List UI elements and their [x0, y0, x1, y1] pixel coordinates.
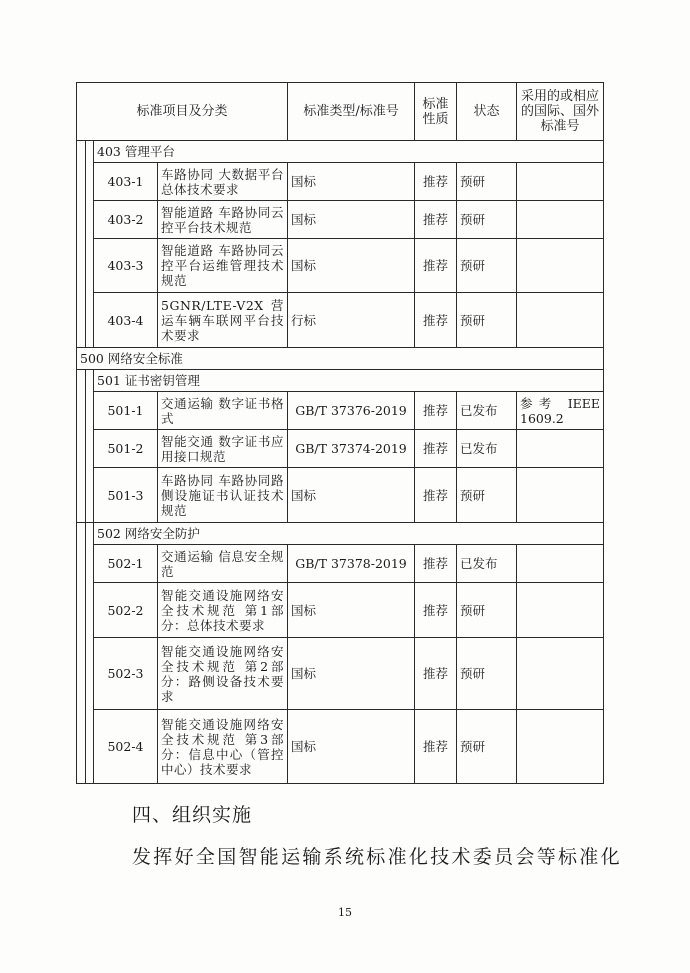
row-nature: 推荐	[415, 583, 457, 638]
table-row	[77, 392, 604, 430]
row-name: 5GNR/LTE-V2X 营运车辆车联网平台技术要求	[158, 293, 288, 348]
row-nature: 推荐	[415, 638, 457, 710]
group-row-501	[77, 370, 604, 392]
row-nature: 推荐	[415, 163, 457, 201]
table-header-row	[77, 83, 604, 141]
row-type: 国标	[288, 638, 415, 710]
row-type: 国标	[288, 201, 415, 239]
row-type: 国标	[288, 239, 415, 293]
row-code: 501-1	[94, 392, 158, 430]
row-status: 预研	[457, 293, 517, 348]
row-name: 智能交通设施网络安全技术规范 第1部分：总体技术要求	[158, 583, 288, 638]
header-type: 标准类型/标准号	[288, 83, 415, 141]
row-status: 预研	[457, 710, 517, 784]
row-status: 预研	[457, 239, 517, 293]
row-type: GB/T 37378-2019	[288, 545, 415, 583]
row-code: 403-2	[94, 201, 158, 239]
row-name: 智能道路 车路协同云控平台技术规范	[158, 201, 288, 239]
row-code: 502-2	[94, 583, 158, 638]
table-row	[77, 201, 604, 239]
section-heading: 四、组织实施	[132, 804, 253, 826]
table-row	[77, 638, 604, 710]
row-status: 已发布	[457, 545, 517, 583]
row-status: 已发布	[457, 430, 517, 468]
row-name: 交通运输 信息安全规范	[158, 545, 288, 583]
row-ref	[517, 583, 604, 638]
row-name: 车路协同 车路协同路侧设施证书认证技术规范	[158, 468, 288, 523]
group-row-502	[77, 523, 604, 545]
row-code: 502-4	[94, 710, 158, 784]
row-nature: 推荐	[415, 710, 457, 784]
group-title: 403 管理平台	[94, 141, 604, 163]
row-name: 智能交通 数字证书应用接口规范	[158, 430, 288, 468]
category-title: 500 网络安全标准	[77, 348, 604, 370]
table-row	[77, 583, 604, 638]
table-row	[77, 545, 604, 583]
row-ref	[517, 293, 604, 348]
row-type: 国标	[288, 583, 415, 638]
row-ref	[517, 163, 604, 201]
row-nature: 推荐	[415, 293, 457, 348]
row-name: 交通运输 数字证书格式	[158, 392, 288, 430]
table-row	[77, 430, 604, 468]
page-number: 15	[338, 906, 352, 919]
row-type: GB/T 37374-2019	[288, 430, 415, 468]
row-code: 403-3	[94, 239, 158, 293]
row-code: 403-4	[94, 293, 158, 348]
table-row	[77, 163, 604, 201]
row-nature: 推荐	[415, 392, 457, 430]
group-title: 502 网络安全防护	[94, 523, 604, 545]
row-nature: 推荐	[415, 201, 457, 239]
row-ref	[517, 239, 604, 293]
header-nature: 标准性质	[415, 83, 457, 141]
row-code: 403-1	[94, 163, 158, 201]
table-row	[77, 710, 604, 784]
row-code: 502-1	[94, 545, 158, 583]
row-name: 车路协同 大数据平台总体技术要求	[158, 163, 288, 201]
row-ref	[517, 430, 604, 468]
group-row-403	[77, 141, 604, 163]
table-row	[77, 468, 604, 523]
row-name: 智能交通设施网络安全技术规范 第3部分：信息中心（管控中心）技术要求	[158, 710, 288, 784]
row-ref	[517, 545, 604, 583]
group-title: 501 证书密钥管理	[94, 370, 604, 392]
table-row	[77, 239, 604, 293]
row-type: 国标	[288, 163, 415, 201]
row-ref	[517, 710, 604, 784]
row-name: 智能道路 车路协同云控平台运维管理技术规范	[158, 239, 288, 293]
row-nature: 推荐	[415, 239, 457, 293]
header-ref: 采用的或相应的国际、国外标准号	[517, 83, 604, 141]
row-status: 预研	[457, 163, 517, 201]
header-item: 标准项目及分类	[77, 83, 288, 141]
row-nature: 推荐	[415, 545, 457, 583]
row-code: 501-3	[94, 468, 158, 523]
row-type: 国标	[288, 468, 415, 523]
row-status: 预研	[457, 638, 517, 710]
row-name: 智能交通设施网络安全技术规范 第2部分：路侧设备技术要求	[158, 638, 288, 710]
row-ref	[517, 201, 604, 239]
row-status: 预研	[457, 583, 517, 638]
row-ref	[517, 638, 604, 710]
row-nature: 推荐	[415, 468, 457, 523]
category-row-500	[77, 348, 604, 370]
row-nature: 推荐	[415, 430, 457, 468]
row-ref: 参考 IEEE 1609.2	[517, 392, 604, 430]
row-code: 502-3	[94, 638, 158, 710]
row-status: 预研	[457, 468, 517, 523]
header-status: 状态	[457, 83, 517, 141]
row-type: 行标	[288, 293, 415, 348]
body-paragraph: 发挥好全国智能运输系统标准化技术委员会等标准化	[132, 846, 622, 868]
row-type: GB/T 37376-2019	[288, 392, 415, 430]
table-row	[77, 293, 604, 348]
row-type: 国标	[288, 710, 415, 784]
row-status: 预研	[457, 201, 517, 239]
row-code: 501-2	[94, 430, 158, 468]
row-status: 已发布	[457, 392, 517, 430]
row-ref	[517, 468, 604, 523]
standards-table	[76, 82, 604, 784]
